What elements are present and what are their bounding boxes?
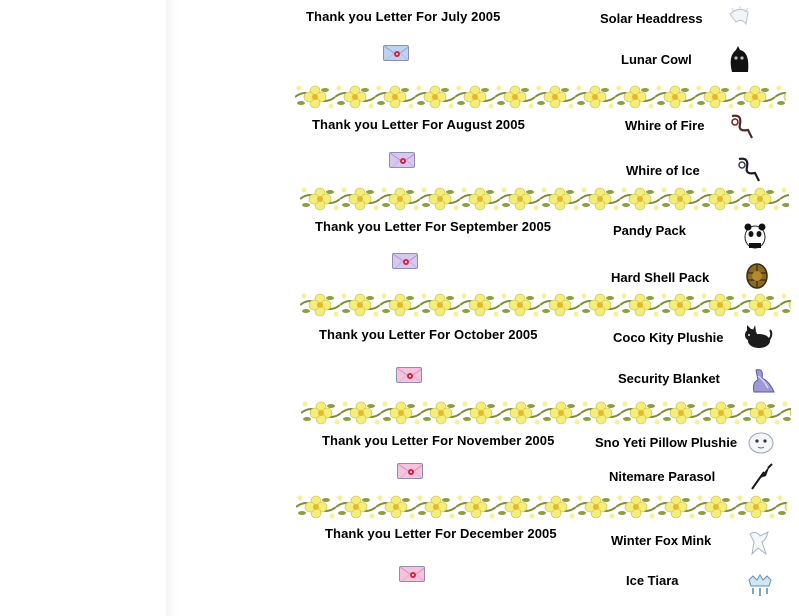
flower-garland-divider bbox=[296, 490, 787, 524]
item-name: Hard Shell Pack bbox=[611, 270, 710, 285]
flower-garland-divider bbox=[301, 396, 791, 430]
panda-pack-icon bbox=[740, 220, 770, 250]
letter-title-december: Thank you Letter For December 2005 bbox=[325, 526, 557, 541]
item-name: Whire of Fire bbox=[625, 118, 705, 133]
blanket-icon bbox=[748, 366, 778, 396]
letter-title-july: Thank you Letter For July 2005 bbox=[306, 9, 501, 24]
item-name: Lunar Cowl bbox=[621, 52, 692, 67]
item-name: Coco Kity Plushie bbox=[613, 330, 724, 345]
item-name: Solar Headdress bbox=[600, 11, 703, 26]
envelope-icon bbox=[397, 463, 423, 479]
letter-title-august: Thank you Letter For August 2005 bbox=[312, 117, 525, 132]
envelope-icon bbox=[389, 152, 415, 168]
envelope-icon bbox=[392, 253, 418, 269]
item-name: Winter Fox Mink bbox=[611, 533, 712, 548]
item-name: Security Blanket bbox=[618, 371, 720, 386]
item-name: Nitemare Parasol bbox=[609, 469, 716, 484]
item-name: Whire of Ice bbox=[626, 163, 700, 178]
whip-ice-icon bbox=[733, 155, 763, 185]
item-name: Ice Tiara bbox=[626, 573, 679, 588]
flower-garland-divider bbox=[300, 288, 791, 322]
yeti-plushie-icon bbox=[746, 426, 776, 456]
item-name: Sno Yeti Pillow Plushie bbox=[595, 435, 738, 450]
envelope-icon bbox=[383, 45, 409, 61]
cat-plushie-icon bbox=[743, 322, 773, 352]
item-name: Pandy Pack bbox=[613, 223, 686, 238]
fox-mink-icon bbox=[744, 528, 774, 558]
letter-title-november: Thank you Letter For November 2005 bbox=[322, 433, 555, 448]
letter-title-september: Thank you Letter For September 2005 bbox=[315, 219, 552, 234]
shell-pack-icon bbox=[742, 261, 772, 291]
flower-garland-divider bbox=[295, 80, 786, 114]
cowl-icon bbox=[724, 44, 754, 74]
tiara-icon bbox=[745, 570, 775, 600]
letter-title-october: Thank you Letter For October 2005 bbox=[319, 327, 538, 342]
panel-shadow bbox=[166, 0, 178, 616]
whip-fire-icon bbox=[726, 112, 756, 142]
envelope-icon bbox=[396, 367, 422, 383]
headdress-icon bbox=[724, 4, 754, 34]
flower-garland-divider bbox=[300, 182, 789, 216]
parasol-icon bbox=[746, 462, 776, 492]
envelope-icon bbox=[399, 566, 425, 582]
left-margin-panel bbox=[0, 0, 166, 616]
